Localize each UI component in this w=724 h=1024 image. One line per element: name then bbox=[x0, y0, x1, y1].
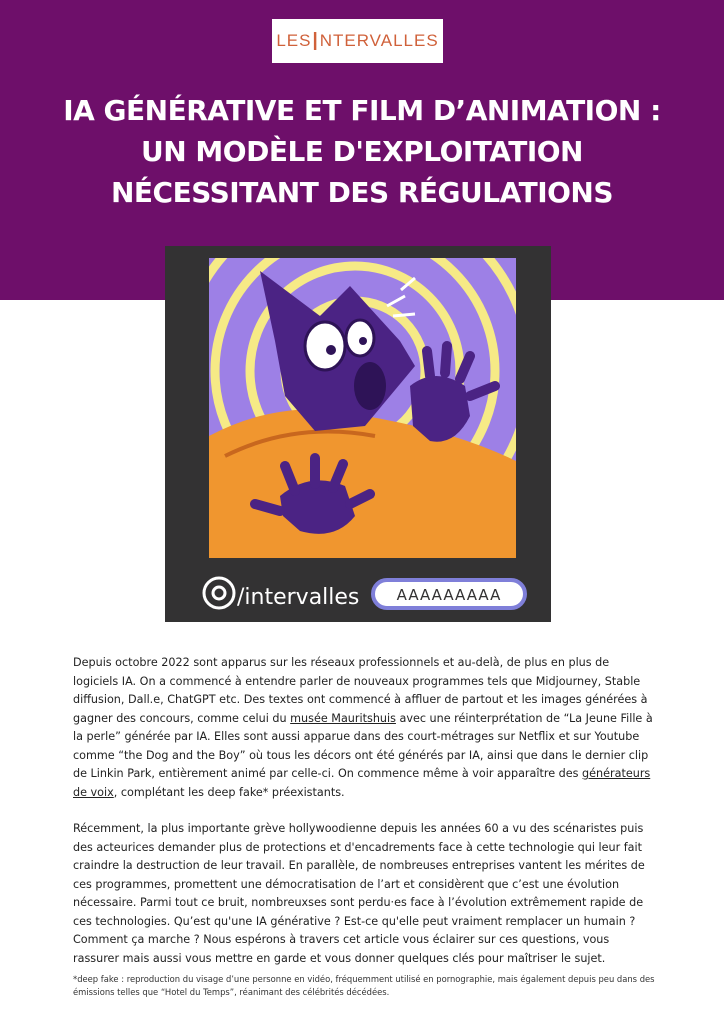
character-eye-left bbox=[305, 322, 345, 370]
article-body bbox=[73, 654, 653, 968]
character-eye-right bbox=[346, 320, 374, 356]
title-line-3: NÉCESSITANT DES RÉGULATIONS bbox=[110, 176, 614, 209]
illustration-card bbox=[165, 246, 551, 622]
title-line-2: UN MODÈLE D'EXPLOITATION bbox=[141, 135, 583, 168]
article-paragraph-2: Récemment, la plus importante grève hollywoodienne depuis les années 60 a vu des scénaristes puis des acteurices demander plus de protections et d'encadrements face à cette technologie qui leur fait craindre la destruction de leur travail. En parallèle, de nombreuses entreprises vantent les mérites de ces programmes, promettent une démocratisation de l’art et considèrent que c’est une évolution nécessaire. Parmi tout ce bruit, nombreuxses sont perdu·es face à l’évolution extrêmement rapide de ces technologies. Qu’est qu'une IA générative ? Est-ce qu'elle peut vraiment remplacer un humain ? Comment ça marche ? Nous espérons à travers cet article vous éclairer sur ces questions, vous rassurer mais aussi vous mettre en garde et vous donner quelques clés pour maîtriser le sujet. bbox=[73, 822, 645, 965]
page-title bbox=[30, 90, 694, 213]
logo-initial: I bbox=[311, 26, 320, 56]
paragraph-1-text-b: avec une réinterprétation de “La Jeune Fille à la perle” générée par IA. Elles sont aussi apparue dans des court-métrages sur Netflix et sur Youtube comme “the Dog and the Boy” où tous les décors ont été générés par IA, ainsi que dans le dernier clip de Linkin Park, entièrement animé par celle-ci. On commence même à voir apparaître des bbox=[73, 711, 653, 780]
link-generateurs-de-voix[interactable]: générateurs de voix bbox=[73, 767, 651, 799]
illustration bbox=[165, 246, 551, 622]
illustration-handle: /intervalles bbox=[237, 585, 360, 610]
article-paragraph-1 bbox=[73, 654, 653, 802]
illustration-panel bbox=[165, 246, 551, 581]
paragraph-1-text-c: , complétant les deep fake* préexistants. bbox=[113, 785, 345, 799]
link-musee-mauritshuis[interactable]: musée Mauritshuis bbox=[290, 711, 396, 725]
logo-rest: NTERVALLES bbox=[319, 31, 439, 50]
logo-prefix: LES bbox=[276, 31, 312, 50]
speech-text: AAAAAAAAA bbox=[396, 586, 502, 604]
character-mouth bbox=[354, 362, 386, 410]
footnote: *deep fake : reproduction du visage d’une personne en vidéo, fréquemment utilisé en pornographie, mais également depuis peu dans des émissions telles que “Hotel du Temps”, réanimant des célébrités décédées. bbox=[73, 974, 655, 997]
logo[interactable] bbox=[272, 19, 443, 63]
title-line-1: IA GÉNÉRATIVE ET FILM D’ANIMATION : bbox=[63, 94, 661, 127]
paragraph-1-text-a: Depuis octobre 2022 sont apparus sur les réseaux professionnels et au-delà, de plus en plus de logiciels IA. On a commencé à entendre parler de nouveaux programmes tels que Midjourney, Stable diffusion, Dall.e, ChatGPT etc. Des textes ont commencé à affluer de partout et les images générées à gagner des concours, comme celui du bbox=[73, 656, 648, 725]
